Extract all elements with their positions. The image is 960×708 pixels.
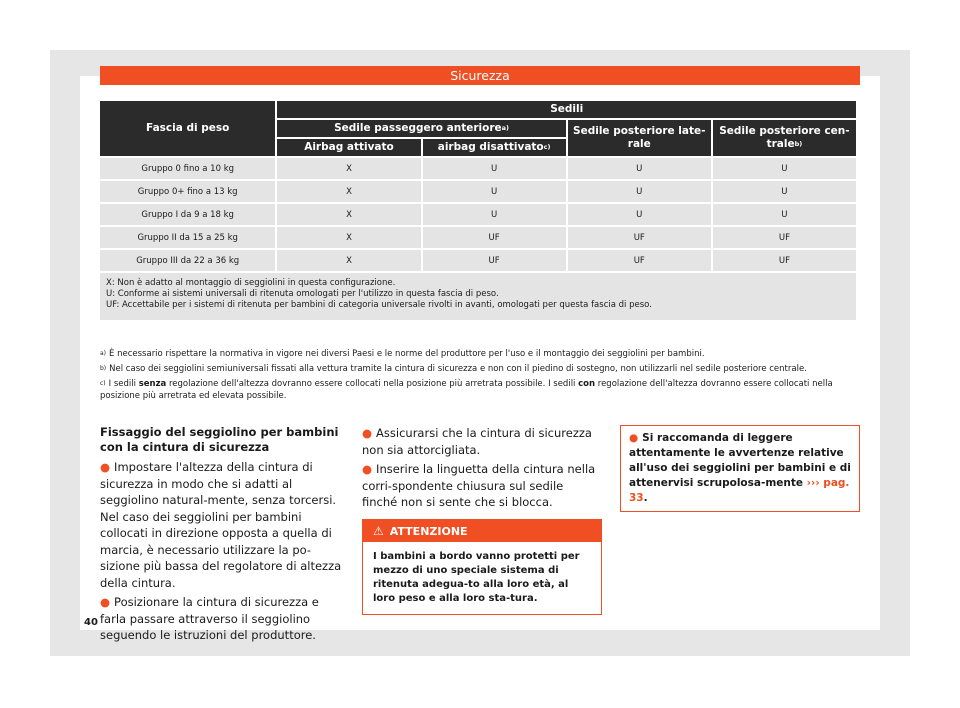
chapter-header: Sicurezza: [100, 66, 860, 85]
footnote-ref-b: b): [794, 140, 803, 148]
col-header-weight: Fascia di peso: [100, 101, 275, 156]
footnotes: [100, 348, 860, 405]
legend-x: X: Non è adatto al montaggio di seggiolini in questa configurazione.: [106, 278, 396, 288]
warning-header: ⚠ ATTENZIONE: [363, 520, 601, 542]
table-row: Gruppo 0 fino a 10 kg X U U U: [100, 158, 856, 179]
bullet-icon: ●: [100, 595, 111, 609]
footnote-c: $^{c)}$ I sedili senza regolazione dell'altezza dovranno essere collocati nella posizione più arretrata possibile. I sedili con regolazione dell'altezza dovranno essere collocati nella posizione più arretrata ed elevata possibile.: [100, 379, 833, 401]
footnote-a: $^{a)}$ È necessario rispettare la normativa in vigore nei diversi Paesi e le norme del produttore per l'uso e il montaggio dei seggiolini per bambini.: [100, 349, 705, 359]
recommendation-box: ● Si raccomanda di leggere attentamente le avvertenze relative all'uso dei seggiolini per bambini e di attenervisi scrupolosa-mente ››› pag. 33.: [620, 425, 860, 512]
warning-triangle-icon: ⚠: [373, 523, 384, 538]
list-item: ● Posizionare la cintura di sicurezza e farla passare attraverso il seggiolino seguendo le istruzioni del produttore.: [100, 595, 319, 642]
table-row: Gruppo II da 15 a 25 kg X UF UF UF: [100, 227, 856, 248]
bullet-icon: ●: [362, 426, 373, 440]
table-row: Gruppo I da 9 a 18 kg X U U U: [100, 204, 856, 225]
list-item: ● Assicurarsi che la cintura di sicurezza non sia attorcigliata.: [362, 426, 592, 457]
footnote-ref-c: c): [543, 143, 551, 151]
col-header-rear-center: Sedile posteriore cen-trale$^{b)}$: [713, 120, 856, 156]
text-column-1: [100, 425, 345, 647]
child-seat-table: [98, 99, 858, 322]
warning-text: I bambini a bordo vanno protetti per mezzo di uno speciale sistema di ritenuta adegua-to alla loro età, al loro peso e alla loro sta-tura.: [373, 550, 580, 604]
text-column-2: [362, 425, 602, 615]
table-legend-row: [100, 273, 856, 320]
section-title: Fissaggio del seggiolino per bambini con la cintura di sicurezza: [100, 425, 339, 454]
footnote-ref-a: a): [501, 124, 510, 132]
legend-uf: UF: Accettabile per i sistemi di ritenuta per bambini di categoria universale rivolti in avanti, omologati per questa fascia di peso.: [106, 300, 652, 310]
col-header-airbag-off: airbag disattivato$^{c)}$: [423, 139, 566, 156]
bullet-icon: ●: [629, 432, 639, 444]
col-header-seats: Sedili: [277, 101, 856, 118]
table-legend: [100, 273, 856, 320]
text-column-3: [620, 425, 860, 512]
page-number: 40: [84, 617, 98, 628]
warning-box: [362, 519, 602, 615]
bullet-icon: ●: [362, 462, 373, 476]
page-reference-link[interactable]: ››› pag. 33: [629, 477, 850, 504]
footnote-b: $^{b)}$ Nel caso dei seggiolini semiuniversali fissati alla vettura tramite la cintura di sicurezza e non con il piedino di sostegno, non utilizzarli nel sedile posteriore centrale.: [100, 364, 807, 374]
col-header-rear-side: Sedile posteriore late-rale: [568, 120, 711, 156]
col-header-airbag-on: Airbag attivato: [277, 139, 420, 156]
bullet-icon: ●: [100, 460, 111, 474]
legend-u: U: Conforme ai sistemi universali di ritenuta omologati per l'utilizzo in questa fascia di peso.: [106, 289, 499, 299]
table-row: Gruppo 0+ fino a 13 kg X U U U: [100, 181, 856, 202]
list-item: ● Impostare l'altezza della cintura di sicurezza in modo che si adatti al seggiolino natural-mente, senza torcersi. Nel caso dei seggiolini per bambini collocati in direzione opposta a quella di marcia, è necessario utilizzare la po-sizione più bassa del regolatore di altezza della cintura.: [100, 460, 342, 590]
list-item: ● Inserire la linguetta della cintura nella corri-spondente chiusura sul sedile finché non si sente che si blocca.: [362, 462, 596, 509]
table-row: Gruppo III da 22 a 36 kg X UF UF UF: [100, 250, 856, 271]
col-header-front: Sedile passeggero anteriore$^{a)}$: [277, 120, 565, 137]
